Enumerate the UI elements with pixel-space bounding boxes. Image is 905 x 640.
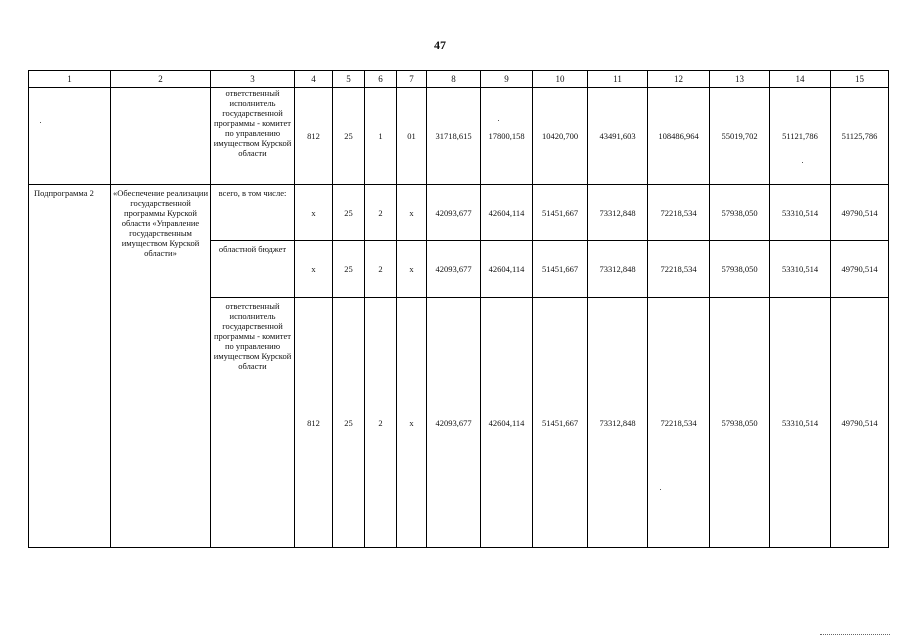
value-cell: 53310,514: [770, 298, 831, 548]
value-cell: 42604,114: [481, 298, 533, 548]
header-cell: 3: [211, 71, 295, 88]
scan-speck: [498, 120, 499, 121]
executor-cell: ответственный исполнитель государственной программы - комитет по управлению имуществом Курской области: [211, 298, 295, 548]
value-cell: 25: [333, 185, 365, 241]
value-cell: 25: [333, 241, 365, 298]
header-cell: 12: [648, 71, 710, 88]
value-cell: 108486,964: [648, 88, 710, 185]
value-cell: 72218,534: [648, 241, 710, 298]
header-cell: 4: [295, 71, 333, 88]
table-row: [29, 185, 889, 241]
value-cell: 73312,848: [588, 185, 648, 241]
value-cell: 1: [365, 88, 397, 185]
column-number-header: [29, 71, 889, 88]
value-cell: 73312,848: [588, 241, 648, 298]
value-cell: 51451,667: [533, 241, 588, 298]
header-cell: 9: [481, 71, 533, 88]
subprogram-cell: Подпрограмма 2: [29, 185, 111, 548]
title-cell: [111, 88, 211, 185]
value-cell: 53310,514: [770, 241, 831, 298]
scan-speck: [802, 162, 803, 163]
value-cell: х: [295, 241, 333, 298]
value-cell: х: [397, 241, 427, 298]
subprogram-cell: [29, 88, 111, 185]
value-cell: 42093,677: [427, 298, 481, 548]
value-cell: 42093,677: [427, 241, 481, 298]
value-cell: 812: [295, 298, 333, 548]
value-cell: 812: [295, 88, 333, 185]
scan-speck: [660, 489, 661, 490]
header-cell: 1: [29, 71, 111, 88]
value-cell: 01: [397, 88, 427, 185]
value-cell: 42604,114: [481, 241, 533, 298]
value-cell: 72218,534: [648, 185, 710, 241]
header-cell: 11: [588, 71, 648, 88]
value-cell: 49790,514: [831, 241, 889, 298]
value-cell: 72218,534: [648, 298, 710, 548]
budget-table: [28, 70, 889, 548]
value-cell: 42604,114: [481, 185, 533, 241]
executor-cell: всего, в том числе:: [211, 185, 295, 241]
value-cell: 55019,702: [710, 88, 770, 185]
header-cell: 7: [397, 71, 427, 88]
value-cell: 51125,786: [831, 88, 889, 185]
value-cell: 57938,050: [710, 185, 770, 241]
value-cell: 2: [365, 185, 397, 241]
header-cell: 2: [111, 71, 211, 88]
value-cell: 25: [333, 88, 365, 185]
value-cell: 42093,677: [427, 185, 481, 241]
value-cell: 43491,603: [588, 88, 648, 185]
value-cell: 10420,700: [533, 88, 588, 185]
scan-speck: [40, 122, 41, 123]
value-cell: х: [295, 185, 333, 241]
executor-cell: ответственный исполнитель государственной программы - комитет по управлению имуществом Курской области: [211, 88, 295, 185]
header-cell: 14: [770, 71, 831, 88]
value-cell: 73312,848: [588, 298, 648, 548]
value-cell: 51121,786: [770, 88, 831, 185]
table-row: [29, 88, 889, 185]
executor-cell: областной бюджет: [211, 241, 295, 298]
value-cell: 17800,158: [481, 88, 533, 185]
value-cell: 2: [365, 241, 397, 298]
header-cell: 6: [365, 71, 397, 88]
value-cell: 49790,514: [831, 185, 889, 241]
value-cell: 51451,667: [533, 298, 588, 548]
title-cell: «Обеспечение реализации государственной программы Курской области «Управление государственным имуществом Курской области»: [111, 185, 211, 548]
value-cell: х: [397, 298, 427, 548]
header-cell: 8: [427, 71, 481, 88]
header-cell: 15: [831, 71, 889, 88]
value-cell: 51451,667: [533, 185, 588, 241]
value-cell: 57938,050: [710, 241, 770, 298]
value-cell: 57938,050: [710, 298, 770, 548]
header-cell: 5: [333, 71, 365, 88]
value-cell: 25: [333, 298, 365, 548]
header-cell: 10: [533, 71, 588, 88]
page-number: 47: [434, 38, 446, 52]
value-cell: 31718,615: [427, 88, 481, 185]
header-cell: 13: [710, 71, 770, 88]
value-cell: х: [397, 185, 427, 241]
scan-line: [820, 634, 890, 636]
value-cell: 2: [365, 298, 397, 548]
value-cell: 53310,514: [770, 185, 831, 241]
value-cell: 49790,514: [831, 298, 889, 548]
